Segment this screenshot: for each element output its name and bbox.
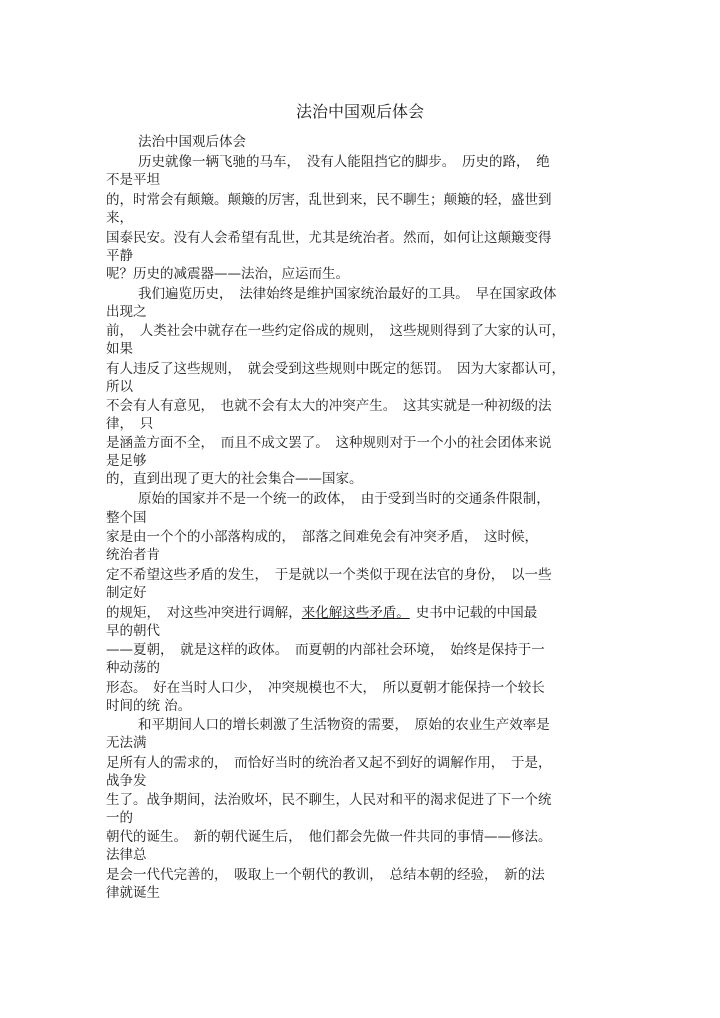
paragraph-line: 家是由一个个的小部落构成的， 部落之间难免会有冲突矛盾， 这时候， (106, 529, 538, 545)
paragraph-line: 原始的国家并不是一个统一的政体， 由于受到当时的交通条件限制， (138, 491, 550, 507)
paragraph-line: 定不希望这些矛盾的发生， 于是就以一个类似于现在法官的身份， 以一些 (106, 567, 552, 583)
paragraph-line: 所以 (106, 379, 133, 395)
paragraph-line: 国泰民安。没有人会希望有乱世，尤其是统治者。然而，如何让这颠簸变得 (106, 230, 552, 246)
document-title: 法治中国观后体会 (295, 102, 424, 121)
paragraph-line: 整个国 (106, 510, 147, 526)
paragraph-line: 足所有人的需求的， 而恰好当时的统治者又起不到好的调解作用， 于是， (106, 755, 552, 771)
paragraph-line: 早的朝代 (106, 623, 160, 639)
paragraph-line: 统治者肯 (106, 547, 160, 563)
paragraph-line: 来， (106, 210, 133, 226)
subtitle-line: 法治中国观后体会 (138, 134, 246, 150)
paragraph-line: 有人违反了这些规则， 就会受到这些规则中既定的惩罚。 因为大家都认可， (106, 361, 565, 377)
paragraph-line (106, 604, 537, 622)
paragraph-line: 时间的统 治。 (106, 698, 192, 714)
paragraph-line: 呢？历史的减震器——法治，应运而生。 (106, 266, 349, 282)
paragraph-line: 朝代的诞生。 新的朝代诞生后， 他们都会先做一件共同的事情——修法。 (106, 829, 552, 845)
paragraph-line: 不是平坦 (106, 172, 160, 188)
paragraph-line: 如果 (106, 341, 133, 357)
paragraph-line: ——夏朝， 就是这样的政体。 而夏朝的内部社会环境， 始终是保持于一 (106, 642, 545, 658)
paragraph-line: 我们遍览历史， 法律始终是维护国家统治最好的工具。 早在国家政体 (138, 286, 557, 302)
paragraph-line: 制定好 (106, 585, 147, 601)
paragraph-line: 法律总 (106, 847, 147, 863)
paragraph-line-text: 的规矩， 对这些冲突进行调解， (106, 605, 302, 621)
paragraph-line: 是涵盖方面不全， 而且不成文罢了。 这种规则对于一个小的社会团体来说 (106, 435, 552, 451)
paragraph-line-text: 史书中记载的中国最 (415, 605, 538, 621)
paragraph-line: 战争发 (106, 773, 147, 789)
paragraph-line: 形态。 好在当时人口少， 冲突规模也不大， 所以夏朝才能保持一个较长 (106, 680, 545, 696)
paragraph-line: 历史就像一辆飞驰的马车， 没有人能阻挡它的脚步。 历史的路， 绝 (138, 154, 550, 170)
paragraph-line: 无法满 (106, 735, 147, 751)
paragraph-line: 的，直到出现了更大的社会集合——国家。 (106, 471, 363, 487)
paragraph-line: 是足够 (106, 453, 147, 469)
underlined-phrase: 来化解这些矛盾。 (301, 605, 410, 621)
paragraph-line: 和平期间人口的增长刺激了生活物资的需要， 原始的农业生产效率是 (138, 717, 550, 733)
paragraph-line: 出现之 (106, 304, 147, 320)
paragraph-line: 的，时常会有颠簸。颠簸的厉害，乱世到来，民不聊生；颠簸的轻，盛世到 (106, 192, 552, 208)
paragraph-line: 平静 (106, 248, 133, 264)
paragraph-line: 生了。战争期间，法治败坏，民不聊生，人民对和平的渴求促进了下一个统 (106, 792, 552, 808)
paragraph-line: 律就诞生 (106, 885, 160, 901)
paragraph-line: 种动荡的 (106, 660, 160, 676)
paragraph-line: 前， 人类社会中就存在一些约定俗成的规则， 这些规则得到了大家的认可， (106, 323, 565, 339)
paragraph-line: 不会有人有意见， 也就不会有太大的冲突产生。 这其实就是一种初级的法 (106, 398, 552, 414)
paragraph-line: 律， 只 (106, 416, 154, 432)
paragraph-line: 是会一代代完善的， 吸取上一个朝代的教训， 总结本朝的经验， 新的法 (106, 867, 545, 883)
paragraph-line: 一的 (106, 810, 133, 826)
